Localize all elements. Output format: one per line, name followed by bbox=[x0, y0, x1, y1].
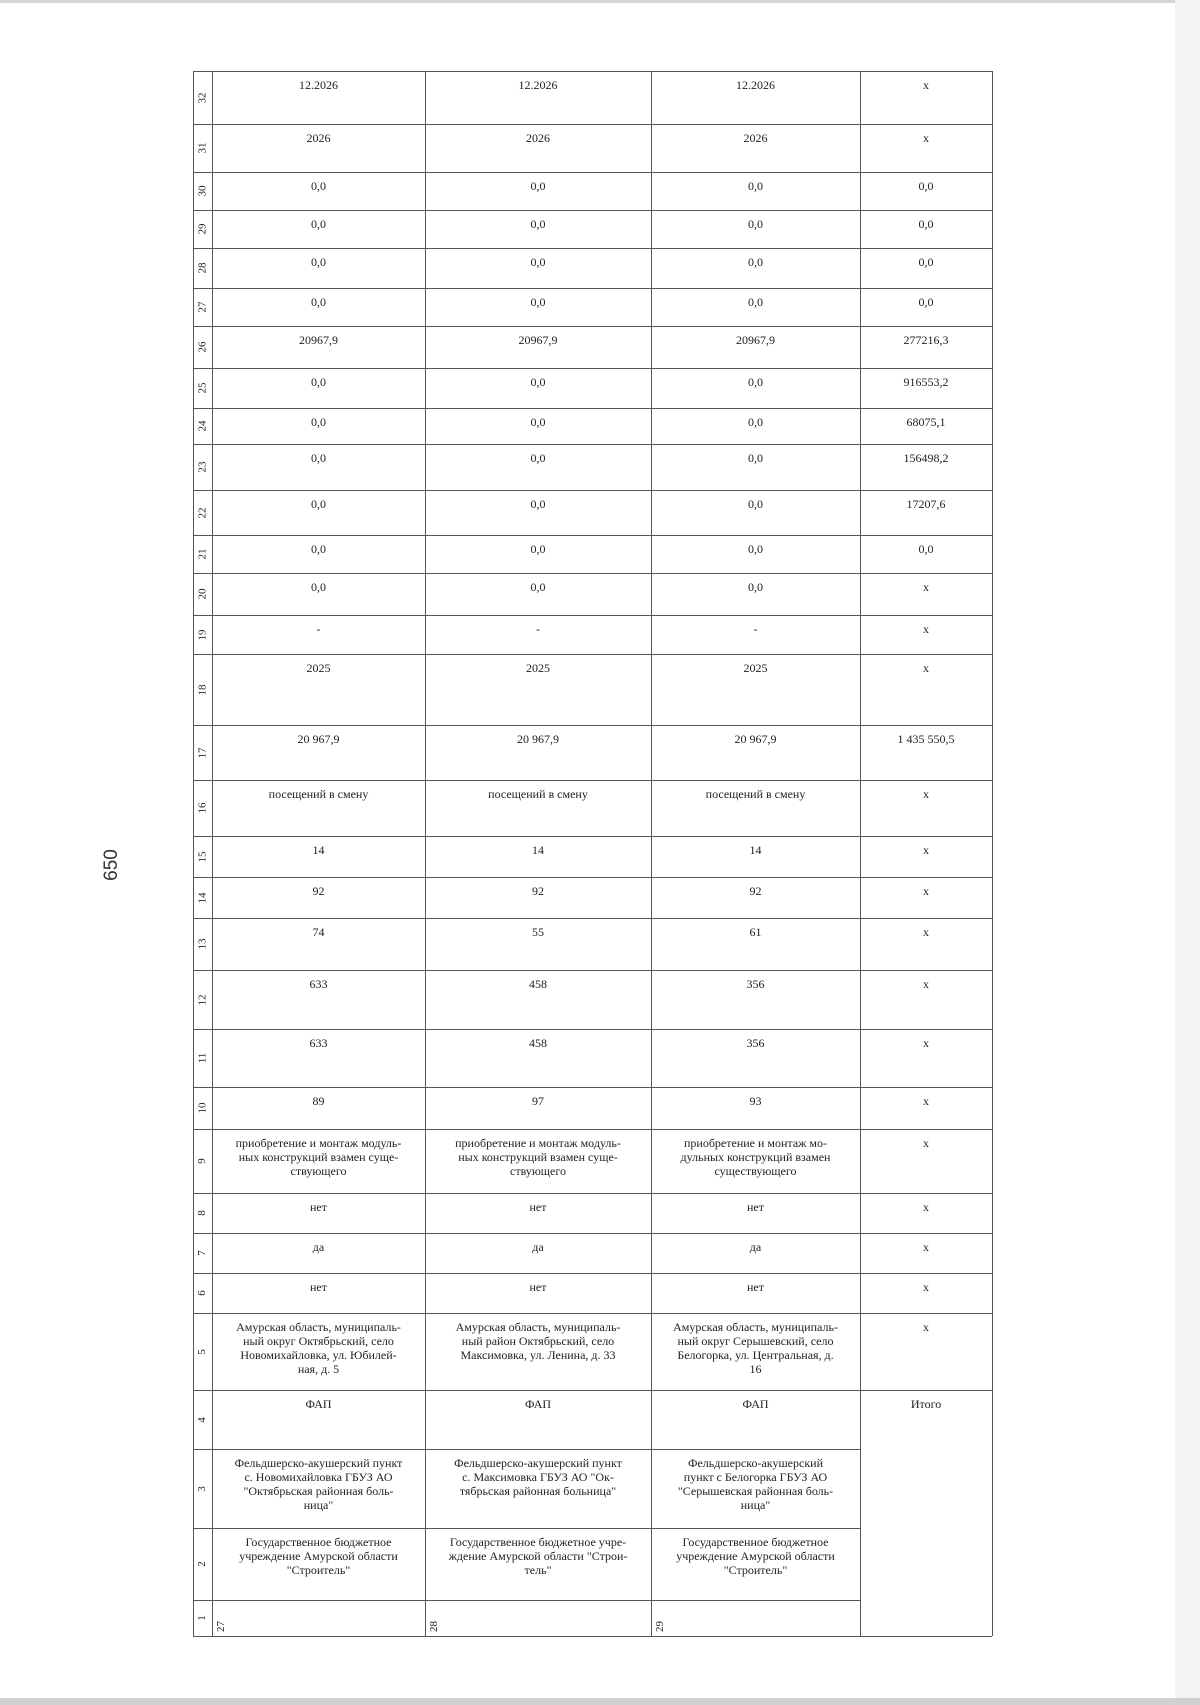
table-cell: 0,0 bbox=[530, 255, 546, 269]
table-cell: 0,0 bbox=[748, 295, 763, 309]
table-cell: 0,0 bbox=[311, 179, 326, 193]
total-cell: 1 435 550,5 bbox=[897, 732, 955, 746]
row-number bbox=[193, 654, 211, 725]
total-cell: х bbox=[923, 1036, 929, 1050]
table-rule bbox=[193, 124, 992, 125]
table-cell: 458 bbox=[529, 977, 547, 991]
row-number bbox=[193, 368, 211, 408]
table-cell: 0,0 bbox=[530, 179, 546, 193]
object-index: 27 bbox=[215, 1621, 227, 1632]
table-rule bbox=[193, 1528, 860, 1529]
row-number bbox=[193, 248, 211, 288]
row-number bbox=[193, 535, 211, 573]
table-cell: 0,0 bbox=[311, 255, 326, 269]
total-cell: 277216,3 bbox=[903, 333, 949, 347]
table-cell: 93 bbox=[749, 1094, 762, 1108]
table-rule bbox=[860, 71, 861, 1636]
row-number bbox=[193, 124, 211, 172]
table-rule bbox=[651, 71, 652, 1636]
row-number-text: 9 bbox=[196, 1158, 208, 1164]
table-cell: 12.2026 bbox=[299, 78, 338, 92]
table-cell: 0,0 bbox=[311, 451, 326, 465]
table-cell: 0,0 bbox=[311, 217, 326, 231]
table-rule bbox=[193, 725, 992, 726]
row-number-text: 32 bbox=[196, 92, 208, 103]
table-cell: 12.2026 bbox=[518, 78, 558, 92]
table-cell: 0,0 bbox=[311, 497, 326, 511]
total-cell: х bbox=[923, 843, 929, 857]
total-cell: х bbox=[923, 131, 929, 145]
table-cell: ФАП bbox=[305, 1397, 332, 1411]
total-cell: 156498,2 bbox=[903, 451, 949, 465]
table-rule bbox=[193, 1390, 992, 1391]
table-rule bbox=[193, 1600, 860, 1601]
row-number-text: 2 bbox=[196, 1561, 208, 1567]
table-rule bbox=[193, 444, 992, 445]
table-rule bbox=[193, 918, 992, 919]
table-rule bbox=[193, 1233, 992, 1234]
row-number bbox=[193, 408, 211, 444]
row-number-text: 6 bbox=[196, 1290, 208, 1296]
row-number bbox=[193, 210, 211, 248]
table-cell: приобретение и монтаж модуль- ных конструкций взамен суще- ствующего bbox=[455, 1136, 621, 1178]
row-number bbox=[193, 836, 211, 877]
row-number-text: 4 bbox=[196, 1416, 208, 1423]
row-number-text: 25 bbox=[196, 382, 208, 394]
table-cell: 633 bbox=[309, 977, 328, 991]
total-cell bbox=[864, 1535, 988, 1598]
table-cell: 14 bbox=[532, 843, 544, 857]
row-number bbox=[193, 1029, 211, 1087]
table-cell: 12.2026 bbox=[736, 78, 775, 92]
row-number-text: 11 bbox=[196, 1052, 208, 1064]
table-cell: Фельдшерско-акушерский пункт с Белогорка ГБУЗ АО "Серышевская районная боль- ница" bbox=[677, 1456, 834, 1512]
table-cell: Амурская область, муниципаль- ный округ Серышевский, село Белогорка, ул. Центральная, д. 16 bbox=[673, 1320, 838, 1376]
table-cell: ФАП bbox=[742, 1397, 769, 1411]
table-cell: 2026 bbox=[743, 131, 768, 145]
table-cell: нет bbox=[529, 1200, 547, 1214]
row-number bbox=[193, 172, 211, 210]
row-number-text: 7 bbox=[196, 1250, 208, 1256]
row-number-text: 13 bbox=[196, 938, 208, 950]
table-cell: 458 bbox=[529, 1036, 547, 1050]
table-cell: нет bbox=[747, 1200, 764, 1214]
table-rule bbox=[193, 210, 992, 211]
page-number-text: 650 bbox=[101, 849, 122, 881]
table-cell: 14 bbox=[312, 843, 325, 857]
table-cell: 0,0 bbox=[748, 580, 763, 594]
table-rule bbox=[193, 535, 992, 536]
row-number bbox=[193, 444, 211, 490]
total-cell: х bbox=[923, 1280, 929, 1294]
table-cell: 0,0 bbox=[748, 451, 763, 465]
row-number bbox=[193, 877, 211, 918]
row-number-text: 30 bbox=[196, 185, 208, 197]
total-cell: 0,0 bbox=[918, 255, 934, 269]
table-rule bbox=[193, 172, 992, 173]
table-cell: 0,0 bbox=[530, 415, 546, 429]
total-cell: 916553,2 bbox=[903, 375, 949, 389]
total-cell: х bbox=[923, 925, 929, 939]
table-cell: - bbox=[753, 622, 758, 636]
table-cell: 55 bbox=[532, 925, 544, 939]
row-number-text: 1 bbox=[196, 1615, 208, 1621]
table-cell: 0,0 bbox=[748, 375, 763, 389]
row-number-text: 8 bbox=[196, 1210, 208, 1216]
total-cell: 0,0 bbox=[918, 179, 934, 193]
table-cell: 92 bbox=[749, 884, 762, 898]
table-cell: 0,0 bbox=[748, 542, 763, 556]
row-number bbox=[193, 615, 211, 654]
table-cell: Амурская область, муниципаль- ный округ Октябрьский, село Новомихайловка, ул. Юбилей- ная, д. 5 bbox=[236, 1320, 401, 1376]
row-number bbox=[193, 725, 211, 780]
table-rule bbox=[193, 836, 992, 837]
row-number bbox=[193, 71, 211, 124]
table-cell: посещений в смену bbox=[488, 787, 588, 801]
row-number-text: 14 bbox=[196, 892, 208, 903]
total-cell: 0,0 bbox=[918, 542, 934, 556]
table-cell: нет bbox=[529, 1280, 547, 1294]
table-cell: 97 bbox=[532, 1094, 544, 1108]
row-number-text: 23 bbox=[196, 461, 208, 473]
row-number bbox=[193, 1449, 211, 1528]
table-cell: 356 bbox=[746, 977, 765, 991]
table-cell: ФАП bbox=[524, 1397, 552, 1411]
table-cell: 92 bbox=[532, 884, 544, 898]
total-cell: х bbox=[923, 1094, 929, 1108]
table-cell: 61 bbox=[749, 925, 762, 939]
row-number-text: 21 bbox=[196, 548, 208, 560]
table-rule bbox=[992, 71, 993, 1636]
table-cell: 2025 bbox=[306, 661, 331, 675]
row-number bbox=[193, 1087, 211, 1129]
total-cell: х bbox=[923, 1320, 929, 1334]
table-cell: 0,0 bbox=[311, 542, 326, 556]
table-cell: 0,0 bbox=[530, 451, 546, 465]
table-cell: 0,0 bbox=[748, 255, 763, 269]
table-cell: 0,0 bbox=[530, 542, 546, 556]
table-cell: да bbox=[749, 1240, 762, 1254]
total-cell: х bbox=[923, 78, 929, 92]
row-number bbox=[193, 1273, 211, 1313]
total-cell: 0,0 bbox=[918, 295, 934, 309]
table-cell: 2025 bbox=[743, 661, 768, 675]
table-cell: Государственное бюджетное учреждение Амурской области "Строитель" bbox=[239, 1535, 398, 1577]
table-cell: - bbox=[536, 622, 540, 636]
table-cell: 0,0 bbox=[748, 415, 763, 429]
table-cell: нет bbox=[310, 1200, 327, 1214]
table-cell: - bbox=[316, 622, 321, 636]
table-cell: Фельдшерско-акушерский пункт с. Максимовка ГБУЗ АО "Ок- тябрьская районная больница" bbox=[454, 1456, 622, 1498]
row-number-text: 16 bbox=[196, 802, 208, 814]
total-cell: х bbox=[923, 787, 929, 801]
total-cell: х bbox=[923, 580, 929, 594]
table-rule bbox=[193, 1273, 992, 1274]
table-cell: 0,0 bbox=[530, 295, 546, 309]
row-number-text: 18 bbox=[196, 684, 208, 695]
table-cell: Амурская область, муниципаль- ный район Октябрьский, село Максимовка, ул. Ленина, д. 33 bbox=[455, 1320, 621, 1362]
row-number bbox=[193, 970, 211, 1029]
table-cell: да bbox=[532, 1240, 544, 1254]
table-cell: 74 bbox=[312, 925, 325, 939]
table-cell: Государственное бюджетное учреждение Амурской области "Строитель" bbox=[676, 1535, 835, 1577]
table-rule bbox=[193, 1193, 992, 1194]
table-rule bbox=[193, 368, 992, 369]
table-cell: 20967,9 bbox=[299, 333, 338, 347]
row-number bbox=[193, 490, 211, 535]
total-cell: х bbox=[923, 661, 929, 675]
table-cell: да bbox=[312, 1240, 325, 1254]
table-cell: 14 bbox=[749, 843, 762, 857]
row-number bbox=[193, 1313, 211, 1390]
table-rule bbox=[193, 877, 992, 878]
total-cell: х bbox=[923, 1240, 929, 1254]
table-cell: 0,0 bbox=[530, 497, 546, 511]
row-number bbox=[193, 326, 211, 368]
table-cell: 20 967,9 bbox=[297, 732, 340, 746]
table-rule bbox=[193, 1449, 860, 1450]
row-number bbox=[193, 1193, 211, 1233]
table-rule bbox=[425, 71, 426, 1636]
table-cell: 2026 bbox=[526, 131, 550, 145]
total-cell: х bbox=[923, 884, 929, 898]
table-rule bbox=[193, 1129, 992, 1130]
row-number bbox=[193, 1233, 211, 1273]
row-number bbox=[193, 1600, 211, 1636]
table-rule bbox=[193, 780, 992, 781]
table-cell: посещений в смену bbox=[268, 787, 369, 801]
row-number-text: 22 bbox=[196, 507, 208, 518]
total-cell: х bbox=[923, 1136, 929, 1150]
table-rule bbox=[193, 573, 992, 574]
table-rule bbox=[212, 71, 213, 1636]
table-cell: 20 967,9 bbox=[517, 732, 559, 746]
table-cell: 20967,9 bbox=[518, 333, 558, 347]
row-number-text: 26 bbox=[196, 341, 208, 353]
table-cell: 89 bbox=[312, 1094, 325, 1108]
object-index: 29 bbox=[654, 1621, 666, 1632]
table-cell: 0,0 bbox=[311, 580, 326, 594]
table-cell: 2025 bbox=[526, 661, 550, 675]
table-rule bbox=[193, 1029, 992, 1030]
table-cell: 20967,9 bbox=[736, 333, 775, 347]
table-cell: посещений в смену bbox=[705, 787, 806, 801]
table-cell: нет bbox=[310, 1280, 327, 1294]
table-cell: приобретение и монтаж мо- дульных конструкций взамен существующего bbox=[680, 1136, 831, 1178]
total-cell: 17207,6 bbox=[906, 497, 946, 511]
table-cell: 0,0 bbox=[311, 415, 326, 429]
table-rule bbox=[193, 654, 992, 655]
object-index: 28 bbox=[428, 1621, 440, 1632]
table-cell: 633 bbox=[309, 1036, 328, 1050]
table-rule bbox=[193, 248, 992, 249]
table-cell: 0,0 bbox=[311, 295, 326, 309]
table-rule bbox=[193, 1636, 992, 1637]
table-rule bbox=[193, 288, 992, 289]
table-cell: 356 bbox=[746, 1036, 765, 1050]
table-cell: 92 bbox=[312, 884, 325, 898]
row-number-text: 28 bbox=[196, 262, 208, 274]
table-cell: 0,0 bbox=[530, 375, 546, 389]
total-cell: 68075,1 bbox=[906, 415, 946, 429]
row-number bbox=[193, 1129, 211, 1193]
table-cell: 0,0 bbox=[530, 217, 546, 231]
total-cell: х bbox=[923, 622, 929, 636]
table-rule bbox=[193, 408, 992, 409]
total-cell: х bbox=[923, 977, 929, 991]
total-cell: х bbox=[923, 1200, 929, 1214]
table-cell: 0,0 bbox=[311, 375, 326, 389]
row-number bbox=[193, 780, 211, 836]
row-number bbox=[193, 1528, 211, 1600]
table-rule bbox=[193, 71, 992, 72]
row-number-text: 5 bbox=[196, 1348, 208, 1355]
table-cell: 20 967,9 bbox=[734, 732, 777, 746]
row-number-text: 12 bbox=[196, 994, 208, 1005]
row-number bbox=[193, 1390, 211, 1449]
table-cell: приобретение и монтаж модуль- ных конструкций взамен суще- ствующего bbox=[235, 1136, 402, 1178]
row-number-text: 15 bbox=[196, 851, 208, 862]
table-rule bbox=[193, 1087, 992, 1088]
table-cell: Фельдшерско-акушерский пункт с. Новомихайловка ГБУЗ АО "Октябрьская районная боль- ница" bbox=[234, 1456, 403, 1512]
total-cell: Итого bbox=[910, 1397, 942, 1411]
row-number-text: 31 bbox=[196, 142, 208, 154]
row-number-text: 10 bbox=[196, 1102, 208, 1114]
row-number bbox=[193, 573, 211, 615]
table-rule bbox=[193, 490, 992, 491]
row-number-text: 3 bbox=[196, 1485, 208, 1492]
total-cell bbox=[864, 1456, 988, 1526]
table-rule bbox=[193, 326, 992, 327]
table-cell: 0,0 bbox=[748, 217, 763, 231]
table-cell: Государственное бюджетное учре- ждение Амурской области "Строи- тель" bbox=[448, 1535, 628, 1577]
table-rule bbox=[193, 970, 992, 971]
row-number-text: 29 bbox=[196, 223, 208, 235]
table-cell: нет bbox=[747, 1280, 764, 1294]
table-cell: 2026 bbox=[306, 131, 331, 145]
row-number-text: 19 bbox=[196, 629, 208, 640]
table-cell: 0,0 bbox=[530, 580, 546, 594]
row-number bbox=[193, 918, 211, 970]
table-cell: 0,0 bbox=[748, 497, 763, 511]
row-number-text: 24 bbox=[196, 420, 208, 432]
table-cell: 0,0 bbox=[748, 179, 763, 193]
row-number-text: 20 bbox=[196, 588, 208, 600]
table-rule bbox=[193, 1313, 992, 1314]
total-cell: 0,0 bbox=[918, 217, 934, 231]
table-rule bbox=[193, 615, 992, 616]
row-number-text: 17 bbox=[196, 747, 208, 758]
row-number-text: 27 bbox=[196, 301, 208, 313]
row-number bbox=[193, 288, 211, 326]
